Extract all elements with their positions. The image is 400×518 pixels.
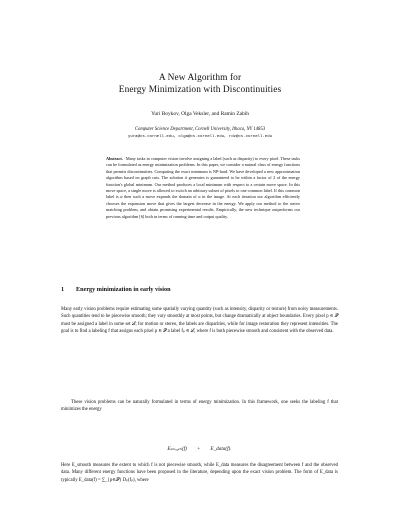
- equation-data-term: E_data(f).: [210, 446, 232, 452]
- authors: Yuri Boykov, Olga Veksler, and Ramin Zabih: [151, 111, 249, 117]
- paper-title-line-2: Energy Minimization with Discontinuities: [118, 85, 282, 95]
- body-paragraph-3: Here E_smooth measures the extent to which f is not piecewise smooth, while E_data measures the disagreement between f and the observed data. Many different energy functions have been proposed in the literature, depending upon the exact vision problem. The form of E_data is typically E_data(f) = ∑_{p∈𝒫} Dₚ(fₚ), where: [61, 463, 338, 483]
- paper-title-line-1: A New Algorithm for: [158, 73, 242, 83]
- body-paragraph-1: Many early vision problems require estimating some spatially varying quantity (such as intensity, disparity or texture) from noisy measurements. Such quantities tend to be piecewise smooth; they vary smoothly at most points, but change dramatically at object boundaries. Every pixel p ∈ 𝒫 must be assigned a label in some set ℒ; for motion or stereo, the labels are disparities, while for image restoration they represent intensities. The goal is to find a labeling f that assigns each pixel p ∈ 𝒫 a label fₚ ∈ ℒ, where f is both piecewise smooth and consistent with the observed data.: [61, 307, 338, 334]
- equation-smooth-term: Eₛₘₒₒₜₕ(f): [167, 446, 187, 452]
- affiliation: Computer Science Department, Cornell University, Ithaca, NY 14853: [134, 127, 266, 132]
- abstract-label: Abstract.: [106, 156, 123, 161]
- section-heading: [61, 286, 341, 294]
- equation-plus: +: [196, 446, 201, 452]
- author-emails: yura@cs.cornell.edu, olga@cs.cornell.edu, rdz@cs.cornell.edu: [127, 135, 273, 139]
- abstract-text: Many tasks in computer vision involve assigning a label (such as disparity) to every pixel. These tasks can be formulated as energy minimization problems. In this paper, we consider a natural class of energy functions that permits discontinuities. Computing the exact minimum is NP-hard. We have developed a new approximation algorithm based on graph cuts. The solution it generates is guaranteed to be within a factor of 2 of the energy function's global minimum. Our method produces a local minimum with respect to a certain move space. In this move space, a single move is allowed to switch an arbitrary subset of pixels to one common label. If this common label is α then such a move expands the domain of α in the image. At each iteration our algorithm efficiently chooses the expansion move that gives the largest decrease in the energy. We apply our method to the stereo matching problem, and obtain promising experimental results. Empirically, the new technique outperforms our previous algorithm [6] both in terms of running time and output quality.: [106, 156, 300, 219]
- abstract: [106, 156, 300, 220]
- energy-equation: [61, 445, 338, 453]
- body-paragraph-2: These vision problems can be naturally formulated in terms of energy minimization. In this framework, one seeks the labeling f that minimizes the energy: [61, 400, 338, 413]
- section-title: Energy minimization in early vision: [76, 286, 171, 293]
- section-number: 1: [61, 286, 65, 293]
